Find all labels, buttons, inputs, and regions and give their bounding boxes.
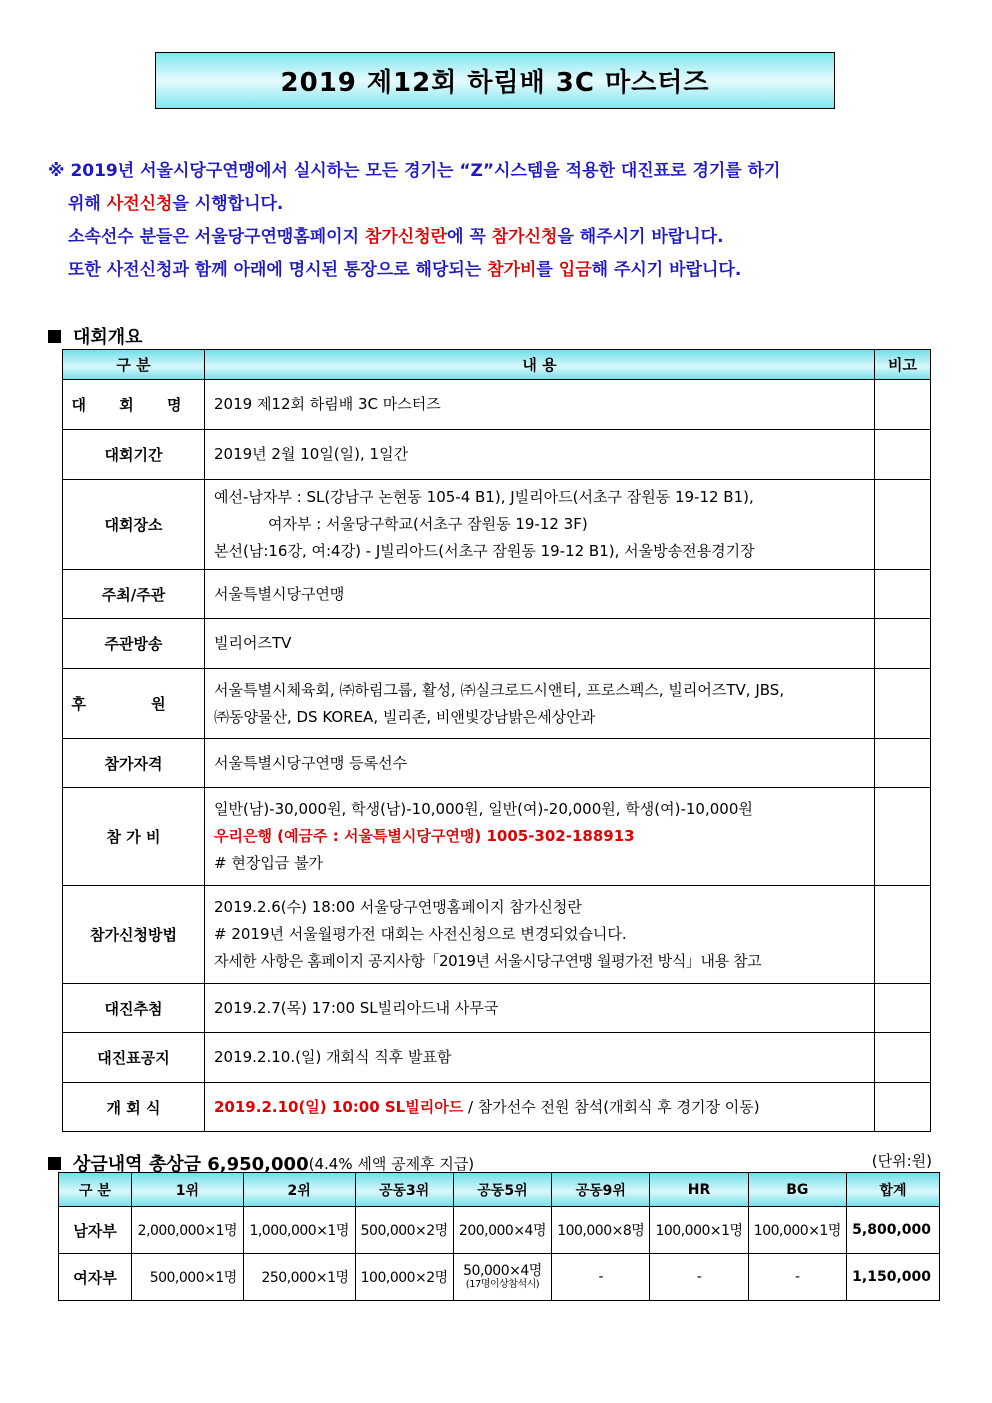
- row-note: [875, 669, 931, 739]
- row-note: [875, 886, 931, 984]
- opening-time: 2019.2.10(일) 10:00 SL빌리아드: [214, 1097, 464, 1116]
- row-content: [205, 480, 875, 570]
- row-note: [875, 430, 931, 480]
- row-content: [205, 788, 875, 886]
- prize-cell: 100,000×8명: [552, 1207, 650, 1254]
- row-label: 참 가 비: [63, 788, 205, 886]
- table-row: [63, 430, 931, 480]
- notice-text: 위해: [68, 194, 107, 214]
- notice-block: [48, 155, 948, 287]
- venue-line: 본선(남:16강, 여:4강) - J빌리아드(서초구 잠원동 19-12 B1), 서울방송전용경기장: [214, 542, 755, 560]
- overview-table: [62, 349, 931, 1132]
- prize-cell: 2,000,000×1명: [132, 1207, 244, 1254]
- prize-header: 2위: [243, 1173, 355, 1207]
- prize-header: 공동5위: [453, 1173, 551, 1207]
- prize-heading-text: 상금내역 총상금 6,950,000: [73, 1154, 309, 1175]
- row-content: 빌리어즈TV: [205, 619, 875, 669]
- sponsor-line: 서울특별시체육회, ㈜하림그룹, 활성, ㈜실크로드시앤티, 프로스펙스, 빌리어즈TV, JBS,: [214, 680, 785, 699]
- unit-label: (단위:원): [871, 1152, 932, 1170]
- prize-header: 합계: [847, 1173, 940, 1207]
- table-row: [59, 1207, 940, 1254]
- fee-line: # 현장입금 불가: [214, 854, 324, 872]
- row-content: [205, 669, 875, 739]
- row-label: 개 회 식: [63, 1083, 205, 1132]
- row-content: [205, 1083, 875, 1132]
- apply-line: 자세한 사항은 홈페이지 공지사항「2019년 서울시당구연맹 월평가전 방식」내용 참고: [214, 952, 762, 970]
- prize-header: 공동9위: [552, 1173, 650, 1207]
- prize-total: 5,800,000: [847, 1207, 940, 1254]
- table-row: [63, 380, 931, 430]
- table-row: [63, 1033, 931, 1083]
- prize-total: 1,150,000: [847, 1254, 940, 1301]
- row-content: 서울특별시당구연맹: [205, 570, 875, 619]
- row-label: 여자부: [59, 1254, 132, 1301]
- prize-header: 1위: [132, 1173, 244, 1207]
- venue-line: 여자부 : 서울당구학교(서초구 잠원동 19-12 3F): [268, 515, 588, 533]
- row-note: [875, 1033, 931, 1083]
- notice-text: 해 주시기 바랍니다.: [591, 260, 742, 280]
- prize-value: 50,000×4명: [463, 1263, 542, 1279]
- notice-highlight: 사전신청: [106, 194, 173, 214]
- table-row: [63, 739, 931, 788]
- prize-cell: 250,000×1명: [243, 1254, 355, 1301]
- prize-cell: -: [650, 1254, 748, 1301]
- row-label: 후 원: [63, 669, 205, 739]
- notice-highlight: 참가신청란: [364, 227, 448, 247]
- col-label-header: 구 분: [63, 350, 205, 380]
- overview-heading-text: 대회개요: [73, 327, 143, 348]
- notice-highlight: 참가신청: [491, 227, 558, 247]
- prize-header: BG: [748, 1173, 846, 1207]
- fee-line: 일반(남)-30,000원, 학생(남)-10,000원, 일반(여)-20,000원, 학생(여)-10,000원: [214, 800, 753, 818]
- sponsor-line: ㈜동양물산, DS KOREA, 빌리존, 비앤빛강남밝은세상안과: [214, 707, 596, 726]
- prize-table: [58, 1172, 940, 1301]
- notice-highlight: 입금: [558, 260, 592, 280]
- prize-header: 구 분: [59, 1173, 132, 1207]
- prize-cell: 100,000×1명: [650, 1207, 748, 1254]
- row-label: 대회기간: [63, 430, 205, 480]
- row-note: [875, 480, 931, 570]
- col-note-header: 비고: [875, 350, 931, 380]
- notice-text: 을 시행합니다.: [172, 194, 284, 214]
- notice-text: 를: [536, 260, 559, 280]
- col-content-header: 내 용: [205, 350, 875, 380]
- prize-heading-note: (4.4% 세액 공제후 지급): [308, 1154, 475, 1173]
- row-label: 참가신청방법: [63, 886, 205, 984]
- prize-header-row: [59, 1173, 940, 1207]
- row-content: 서울특별시당구연맹 등록선수: [205, 739, 875, 788]
- venue-line: 예선-남자부 : SL(강남구 논현동 105-4 B1), J빌리아드(서초구 잠원동 19-12 B1),: [214, 488, 754, 506]
- table-row: [63, 1083, 931, 1132]
- prize-cell: 1,000,000×1명: [243, 1207, 355, 1254]
- prize-cell: -: [748, 1254, 846, 1301]
- prize-header: HR: [650, 1173, 748, 1207]
- prize-cell: -: [552, 1254, 650, 1301]
- prize-cell: 200,000×4명: [453, 1207, 551, 1254]
- prize-cell: 100,000×2명: [355, 1254, 453, 1301]
- prize-header: 공동3위: [355, 1173, 453, 1207]
- prize-cell: 100,000×1명: [748, 1207, 846, 1254]
- square-bullet-icon: [48, 1157, 61, 1170]
- row-note: [875, 984, 931, 1033]
- row-label: 대진표공지: [63, 1033, 205, 1083]
- table-row: [63, 788, 931, 886]
- row-label: 주최/주관: [63, 570, 205, 619]
- row-label: 주관방송: [63, 619, 205, 669]
- notice-text: 에 꼭: [447, 227, 492, 247]
- row-label: 대진추첨: [63, 984, 205, 1033]
- overview-header-row: [63, 350, 931, 380]
- square-bullet-icon: [48, 330, 61, 343]
- row-content: 2019.2.7(목) 17:00 SL빌리아드내 사무국: [205, 984, 875, 1033]
- row-note: [875, 570, 931, 619]
- notice-highlight: 참가비: [487, 260, 537, 280]
- bank-account: 우리은행 (예금주 : 서울특별시당구연맹) 1005-302-188913: [214, 827, 635, 845]
- notice-line-3: [48, 221, 948, 254]
- page-title: 2019 제12회 하림배 3C 마스터즈: [155, 52, 835, 109]
- notice-line-2: [48, 188, 948, 221]
- row-note: [875, 739, 931, 788]
- notice-text: 소속선수 분들은 서울당구연맹홈페이지: [68, 227, 365, 247]
- prize-cell: [453, 1254, 551, 1301]
- notice-line-4: [48, 254, 948, 287]
- table-row: [59, 1254, 940, 1301]
- table-row: [63, 669, 931, 739]
- prize-cell: 500,000×2명: [355, 1207, 453, 1254]
- prize-condition: (17명이상참석시): [465, 1279, 540, 1290]
- row-note: [875, 1083, 931, 1132]
- row-note: [875, 788, 931, 886]
- row-content: 2019 제12회 하림배 3C 마스터즈: [205, 380, 875, 430]
- overview-heading: [48, 323, 143, 349]
- row-label: 참가자격: [63, 739, 205, 788]
- table-row: [63, 619, 931, 669]
- notice-line-1: ※ 2019년 서울시당구연맹에서 실시하는 모든 경기는 “Z”시스템을 적용한 대진표로 경기를 하기: [48, 161, 781, 181]
- row-note: [875, 380, 931, 430]
- apply-line: # 2019년 서울월평가전 대회는 사전신청으로 변경되었습니다.: [214, 925, 627, 943]
- table-row: [63, 984, 931, 1033]
- apply-line: 2019.2.6(수) 18:00 서울당구연맹홈페이지 참가신청란: [214, 898, 582, 916]
- notice-text: 을 해주시기 바랍니다.: [557, 227, 724, 247]
- notice-text: 또한 사전신청과 함께 아래에 명시된 통장으로 해당되는: [68, 260, 488, 280]
- table-row: [63, 886, 931, 984]
- row-content: 2019년 2월 10일(일), 1일간: [205, 430, 875, 480]
- row-label: 대회장소: [63, 480, 205, 570]
- row-content: [205, 886, 875, 984]
- table-row: [63, 480, 931, 570]
- row-label: 남자부: [59, 1207, 132, 1254]
- table-row: [63, 570, 931, 619]
- row-note: [875, 619, 931, 669]
- prize-cell: 500,000×1명: [132, 1254, 244, 1301]
- opening-note: / 참가선수 전원 참석(개회식 후 경기장 이동): [463, 1097, 760, 1116]
- row-content: 2019.2.10.(일) 개회식 직후 발표함: [205, 1033, 875, 1083]
- row-label: 대 회 명: [63, 380, 205, 430]
